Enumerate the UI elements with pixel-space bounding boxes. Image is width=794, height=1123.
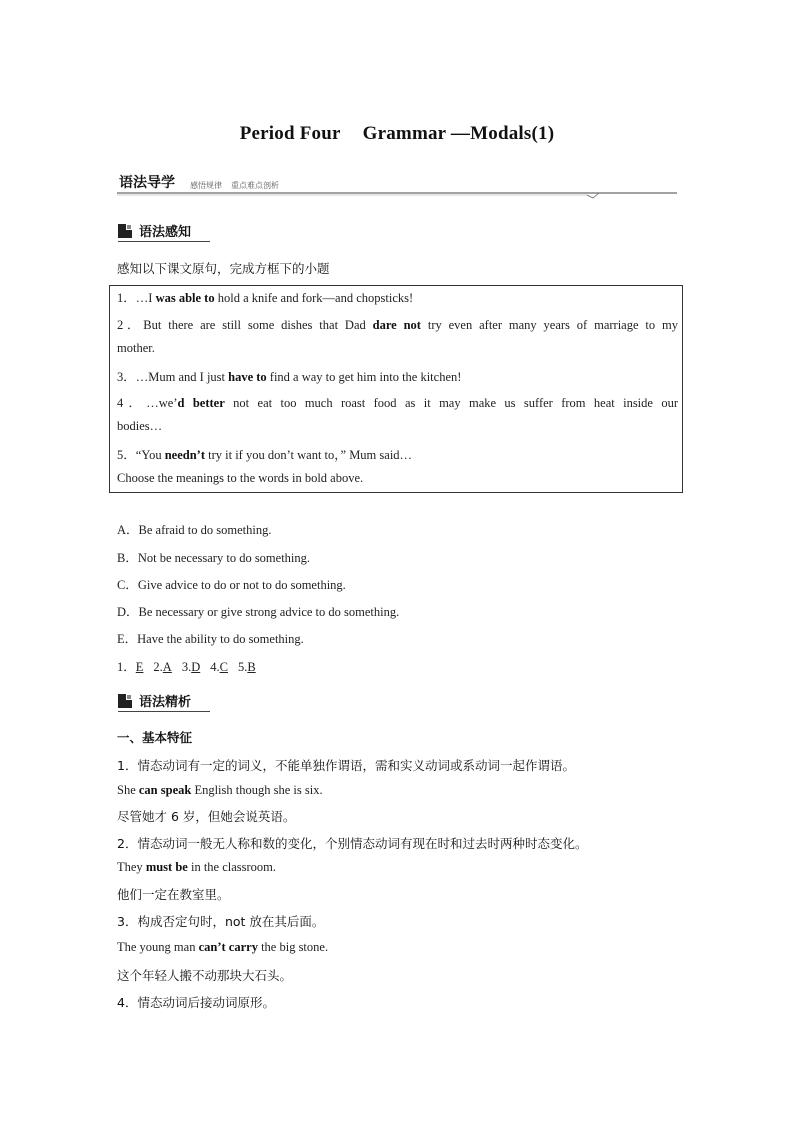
option-e: E．Have the ability to do something.: [117, 632, 304, 646]
option-b: B．Not be necessary to do something.: [117, 551, 311, 565]
translation-1: 尽管她才 6 岁，但她会说英语。: [117, 809, 296, 824]
page-title: [0, 123, 794, 145]
section-title: 语法感知: [139, 225, 192, 240]
sentence-5: 5．“You needn’t try it if you don’t want to，” Mum said…: [117, 448, 413, 462]
subsection-heading: 一、基本特征: [117, 730, 193, 745]
sentence-box: [109, 285, 683, 493]
section-intro: 感知以下课文原句，完成方框下的小题: [117, 261, 330, 276]
section-underline: [118, 241, 210, 242]
point-1: 1．情态动词有一定的词义，不能单独作谓语，需和实义动词或系动词一起作谓语。: [117, 758, 575, 773]
option-d: D．Be necessary or give strong advice to do something.: [117, 605, 400, 619]
sentence-1: 1．…I was able to hold a knife and fork—and chopsticks!: [117, 291, 414, 305]
guide-sub-labels: [190, 180, 288, 191]
guide-header: [117, 172, 677, 198]
guide-main-label: 语法导学: [119, 175, 175, 191]
translation-2: 他们一定在教室里。: [117, 887, 230, 902]
section-square-icon: [118, 694, 132, 708]
title-topic: Grammar —Modals(1): [362, 123, 555, 144]
point-4: 4．情态动词后接动词原形。: [117, 995, 275, 1010]
box-instruction: Choose the meanings to the words in bold above.: [117, 471, 364, 485]
guide-divider: [117, 191, 677, 199]
translation-3: 这个年轻人搬不动那块大石头。: [117, 968, 293, 983]
guide-sub-2: 重点难点剖析: [231, 181, 279, 190]
point-3: 3．构成否定句时，not 放在其后面。: [117, 914, 325, 929]
title-period: Period Four: [239, 123, 341, 144]
sentence-4-cont: bodies…: [117, 419, 163, 433]
guide-sub-1: 感悟规律: [190, 181, 222, 190]
point-2: 2．情态动词一般无人称和数的变化，个别情态动词有现在时和过去时两种时态变化。: [117, 836, 588, 851]
sentence-2: 2．But there are still some dishes that Dad dare not try even after many years of marriage to my: [117, 318, 678, 332]
example-1: She can speak English though she is six.: [117, 783, 323, 797]
section-square-icon: [118, 224, 132, 238]
section-title: 语法精析: [139, 695, 192, 710]
sentence-3: 3．…Mum and I just have to find a way to get him into the kitchen!: [117, 370, 462, 384]
section-underline: [118, 711, 210, 712]
example-3: The young man can’t carry the big stone.: [117, 940, 329, 954]
sentence-4: 4．…we’d better not eat too much roast food as it may make us suffer from heat inside our: [117, 396, 678, 410]
option-c: C．Give advice to do or not to do something.: [117, 578, 346, 592]
example-2: They must be in the classroom.: [117, 860, 277, 874]
sentence-2-cont: mother.: [117, 341, 155, 355]
option-a: A．Be afraid to do something.: [117, 523, 272, 537]
answer-key: 1．E 2.A 3.D 4.C 5.B: [117, 660, 256, 674]
